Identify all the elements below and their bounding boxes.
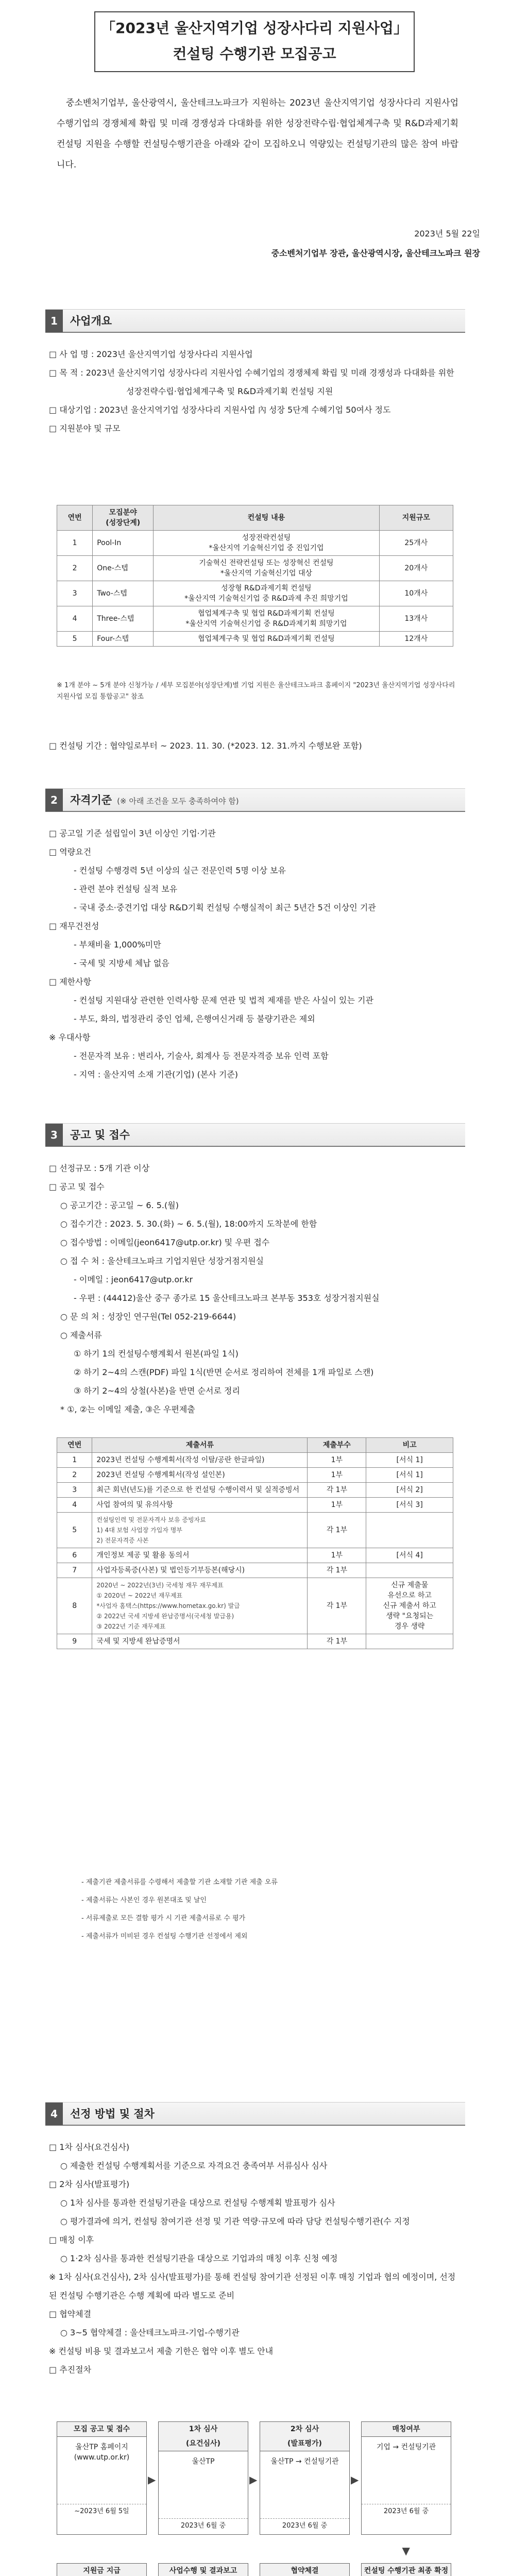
notice-title-box xyxy=(94,11,415,72)
flow-step-date: 2023년 6월 중 xyxy=(362,2504,451,2519)
business-target xyxy=(49,401,461,419)
text-line: ○ 접 수 처 : 울산테크노파크 기업지원단 성장거점지원실 xyxy=(60,1256,264,1266)
text-line: ○ 평가결과에 의거, 컨설팅 참여기관 선정 및 기관 역량·규모에 따라 담당 컨설팅수행기관(수 지정 xyxy=(60,2216,410,2226)
table-cell: 사업 참여의 및 유의사항 xyxy=(92,1498,308,1513)
table-cell: 4 xyxy=(57,606,93,632)
column-header: 모집분야 (성장단계) xyxy=(93,505,154,531)
table-cell: 각 1부 xyxy=(308,1578,366,1634)
section-1-body xyxy=(49,345,461,438)
table-header-row xyxy=(57,1438,453,1453)
table-body xyxy=(57,531,453,647)
text-line: □ 협약체결 xyxy=(49,2309,92,2319)
table-cell: 25개사 xyxy=(379,531,453,556)
table-row xyxy=(57,556,453,581)
table-cell: 협업체계구축 및 협업 R&D과제기획 컨설팅 *울산지역 기술혁신기업 중 R&D과제기획 희망기업 xyxy=(154,606,379,632)
table-cell: 13개사 xyxy=(379,606,453,632)
text-line: - 서류제출로 모든 결함 평가 시 기관 제출서류로 수 평가 xyxy=(81,1914,246,1922)
flow-step-box xyxy=(57,2563,147,2576)
text-line: ※ 우대사항 xyxy=(49,1032,91,1042)
support-field-table xyxy=(57,505,453,647)
section-2-subtitle: (※ 아래 조건을 모두 충족하여야 함) xyxy=(117,796,239,806)
text-line: - 부채비율 1,000%미만 xyxy=(74,940,161,950)
flow-step-body: 울산TP xyxy=(192,2458,215,2466)
table-cell: 2 xyxy=(57,1468,92,1483)
table-cell: [서식 4] xyxy=(366,1548,453,1563)
text-line: ○ 문 의 처 : 성장인 연구원(Tel 052-219-6644) xyxy=(60,1312,236,1321)
table-body xyxy=(57,1453,453,1649)
table-cell: 1 xyxy=(57,531,93,556)
support-table-note: ※ 1개 분야 ~ 5개 분야 신청가능 / 세부 모집분야(성장단계)별 기업 지원은 울산테크노파크 홈페이지 "2023년 울산지역기업 성장사다리 지원사업 모집 통합공고" 참조 xyxy=(57,682,455,701)
table-cell: [서식 2] xyxy=(366,1483,453,1498)
text-line: ① 하기 1의 컨설팅수행계획서 원본(파일 1식) xyxy=(74,1349,239,1359)
table-cell: 4 xyxy=(57,1498,92,1513)
column-header: 제출서류 xyxy=(92,1438,308,1453)
section-3-header xyxy=(45,1123,465,1147)
text-line: - 지역 : 울산지역 소재 기관(기업) (본사 기준) xyxy=(74,1070,239,1079)
section-2-title-text: 자격기준 xyxy=(70,794,112,806)
table-row xyxy=(57,1563,453,1578)
text-line: □ 2차 심사(발표평가) xyxy=(49,2179,130,2189)
table-cell: 9 xyxy=(57,1634,92,1649)
text-line: □ 선정규모 : 5개 기관 이상 xyxy=(49,1163,150,1173)
text-line: - 제출서류는 사본인 경우 원본대조 및 날인 xyxy=(81,1896,207,1904)
text-line: - 국세 및 지방세 체납 없음 xyxy=(74,958,169,968)
flow-step-title: 지원금 지급 xyxy=(57,2564,146,2576)
text-line: □ 매칭 이후 xyxy=(49,2235,94,2245)
notice-title-line1: 「2023년 울산지역기업 성장사다리 지원사업」 xyxy=(101,20,408,37)
table-cell: 20개사 xyxy=(379,556,453,581)
target-label: □ 대상기업 : xyxy=(49,405,97,415)
table-row xyxy=(57,581,453,606)
flow-step-date: ~2023년 6월 5일 xyxy=(57,2504,146,2519)
table-cell: 3 xyxy=(57,581,93,606)
section-4-body xyxy=(49,2138,461,2379)
flow-step-title: 2차 심사 (발표평가) xyxy=(260,2422,349,2451)
table-cell xyxy=(366,1513,453,1548)
table-cell xyxy=(366,1634,453,1649)
flow-arrow-icon: ▶ xyxy=(148,2473,156,2486)
text-line: □ 제한사항 xyxy=(49,977,92,987)
column-header: 컨설팅 내용 xyxy=(154,505,379,531)
section-1-number: 1 xyxy=(45,310,63,332)
table-cell: [서식 1] xyxy=(366,1468,453,1483)
text-line: - 제출기관 제출서류를 수령해서 제출할 기관 소재할 기관 제출 오류 xyxy=(81,1878,278,1886)
table-cell: 1 xyxy=(57,1453,92,1468)
text-line: ○ 제출서류 xyxy=(60,1330,102,1340)
column-header: 연번 xyxy=(57,1438,92,1453)
table-row xyxy=(57,1453,453,1468)
text-line: ○ 접수방법 : 이메일(jeon6417@utp.or.kr) 및 우편 접수 xyxy=(60,1238,270,1247)
text-line: ○ 1·2차 심사를 통과한 컨설팅기관을 대상으로 기업과의 매칭 이후 신청 예정 xyxy=(60,2253,338,2263)
column-header: 연번 xyxy=(57,505,93,531)
section-1-header xyxy=(45,309,465,333)
text-line: ○ 1차 심사를 통과한 컨설팅기관을 대상으로 컨설팅 수행계획 발표평가 심사 xyxy=(60,2198,335,2208)
flow-step-body: 울산TP → 컨설팅기관 xyxy=(270,2458,339,2466)
text-line: ○ 접수기간 : 2023. 5. 30.(화) ~ 6. 5.(월), 18:00까지 도착분에 한함 xyxy=(60,1219,317,1229)
table-cell: 최근 회년(년도)를 기준으로 한 컨설팅 수행이력서 및 실적증빙서 xyxy=(92,1483,308,1498)
table-cell: 2023년 컨설팅 수행계획서(작성 이탈/공란 한글파일) xyxy=(92,1453,308,1468)
text-line: □ 재무건전성 xyxy=(49,921,99,931)
table-cell: 신규 제출물 유선으로 하고 신규 제출서 하고 생략 "요청되는 경우 생략 xyxy=(366,1578,453,1634)
section-2-number: 2 xyxy=(45,789,63,811)
section-4-header xyxy=(45,2102,465,2126)
flow-step-title: 1차 심사 (요건심사) xyxy=(159,2422,248,2451)
table-cell: One-스텝 xyxy=(93,556,154,581)
support-scale-heading: □ 지원분야 및 규모 xyxy=(49,423,121,433)
flow-step-title: 협약체결 xyxy=(260,2564,349,2576)
flow-step-date: 2023년 6월 중 xyxy=(260,2518,349,2533)
table-cell: 5 xyxy=(57,1513,92,1548)
submission-docs-table xyxy=(57,1437,453,1649)
text-line: - 컨설팅 수행경력 5년 이상의 실근 전문인력 5명 이상 보유 xyxy=(74,866,286,875)
table-row xyxy=(57,1468,453,1483)
text-line: □ 공고일 기준 설립일이 3년 이상인 기업·기관 xyxy=(49,828,216,838)
table-cell: 1부 xyxy=(308,1498,366,1513)
text-line: - 전문자격 보유 : 변리사, 기술사, 회계사 등 전문자격증 보유 인력 포함 xyxy=(74,1051,329,1061)
flow-step-body: 기업 → 컨설팅기관 xyxy=(376,2443,436,2451)
table-row xyxy=(57,1498,453,1513)
text-line: ○ 제출한 컨설팅 수행계획서를 기준으로 자격요건 충족여부 서류심사 심사 xyxy=(60,2161,328,2171)
text-line: * ①, ②는 이메일 제출, ③은 우편제출 xyxy=(60,1404,195,1414)
text-line: - 부도, 화의, 법정관리 중인 업체, 은행여신거래 등 불량기관은 제외 xyxy=(74,1014,315,1024)
notice-title-line2: 컨설팅 수행기관 모집공고 xyxy=(173,45,336,62)
table-cell: 5 xyxy=(57,632,93,647)
flow-step-box xyxy=(260,2563,350,2576)
flow-step-box xyxy=(158,2421,248,2535)
text-line: - 관련 분야 컨설팅 실적 보유 xyxy=(74,884,178,894)
table-cell: 개인정보 제공 및 활용 동의서 xyxy=(92,1548,308,1563)
text-line: ○ 3~5 협약체결 : 울산테크노파크-기업-수행기관 xyxy=(60,2328,240,2337)
notice-date: 2023년 5월 22일 xyxy=(414,229,480,239)
text-line: - 컨설팅 지원대상 관련한 인력사항 문제 연관 및 법적 제재를 받은 사실이 있는 기관 xyxy=(74,995,373,1005)
table-header-row xyxy=(57,505,453,531)
table-row xyxy=(57,1513,453,1548)
table-cell xyxy=(366,1563,453,1578)
table-cell: 2020년 ~ 2022년(3년) 국세청 재무 재무제표 ① 2020년 ~ 2022년 재무제표 *사업자 홈택스(https://www.hometax.go.kr) 발급 ② 2022년 국세 지방세 완납증명서(국세청 발급용) ③ 2022년 기준 재무제표 xyxy=(92,1578,308,1634)
table-row xyxy=(57,531,453,556)
column-header: 비고 xyxy=(366,1438,453,1453)
table-row xyxy=(57,1548,453,1563)
flow-step-title: 사업수행 및 결과보고 xyxy=(159,2564,248,2576)
intro-paragraph: 중소벤처기업부, 울산광역시, 울산테크노파크가 지원하는 2023년 울산지역기업 성장사다리 지원사업 수행기업의 경쟁체제 확립 및 미래 경쟁성과 다대화를 위한 성장전략수립·협업체계구축 및 R&D과제기획 컨설팅 지원을 수행할 컨설팅수행기관을 아래와 같이 모집하오니 역량있는 컨설팅기관의 많은 참여 바랍니다. xyxy=(57,98,458,170)
table-cell: 각 1부 xyxy=(308,1483,366,1498)
flow-step-title: 컨설팅 수행기관 최종 확정 xyxy=(362,2564,451,2576)
flow-step-box xyxy=(361,2421,451,2535)
business-purpose xyxy=(49,364,461,401)
text-line: - 제출서류가 미비된 경우 컨설팅 수행기관 선정에서 제외 xyxy=(81,1933,248,1940)
table-cell: [서식 1] xyxy=(366,1453,453,1468)
section-4-title: 선정 방법 및 절차 xyxy=(70,2108,155,2120)
flow-step-title: 모집 공고 및 접수 xyxy=(57,2422,146,2437)
flow-step-date: 2023년 6월 중 xyxy=(159,2518,248,2533)
text-line: □ 추진절차 xyxy=(49,2365,92,2375)
consulting-period: □ 컨설팅 기간 : 협약일로부터 ~ 2023. 11. 30. (*2023. 12. 31.까지 수행보완 포함) xyxy=(49,741,362,751)
flow-arrow-icon: ▶ xyxy=(351,2473,359,2486)
table-cell: 10개사 xyxy=(379,581,453,606)
table-cell: 각 1부 xyxy=(308,1634,366,1649)
table-cell: 3 xyxy=(57,1483,92,1498)
table-cell: Four-스텝 xyxy=(93,632,154,647)
issuing-org: 중소벤처기업부 장관, 울산광역시장, 울산테크노파크 원장 xyxy=(271,248,480,258)
purpose-text: 2023년 울산지역기업 성장사다리 지원사업 수혜기업의 경쟁체제 확립 및 미래 경쟁성과 다대화를 위한 성장전략수립·협업체계구축 및 R&D과제기획 컨설팅 지원 xyxy=(86,368,454,396)
column-header: 지원규모 xyxy=(379,505,453,531)
table-cell: 6 xyxy=(57,1548,92,1563)
table-cell: 성장형 R&D과제기획 컨설팅 *울산지역 기술혁신기업 중 R&D과제 추진 희망기업 xyxy=(154,581,379,606)
section-3-number: 3 xyxy=(45,1124,63,1146)
table-cell: 1부 xyxy=(308,1548,366,1563)
target-text: 2023년 울산지역기업 성장사다리 지원사업 內 성장 5단계 수혜기업 50여사 정도 xyxy=(99,405,391,415)
section-3-title: 공고 및 접수 xyxy=(70,1129,130,1141)
table-cell: 협업체계구축 및 협업 R&D과제기획 컨설팅 xyxy=(154,632,379,647)
text-line: □ 1차 심사(요건심사) xyxy=(49,2142,130,2152)
section-3-body xyxy=(49,1159,461,1419)
section-1-title: 사업개요 xyxy=(70,315,112,327)
table-cell: 7 xyxy=(57,1563,92,1578)
text-line: ○ 공고기간 : 공고일 ~ 6. 5.(월) xyxy=(60,1200,179,1210)
table-row xyxy=(57,1483,453,1498)
table-cell: 12개사 xyxy=(379,632,453,647)
text-line: ③ 하기 2~4의 상철(사본)을 반면 순서로 정리 xyxy=(74,1386,240,1396)
flow-step-box xyxy=(361,2563,451,2576)
table-cell: Pool-In xyxy=(93,531,154,556)
flow-step-title: 매칭여부 xyxy=(362,2422,451,2437)
table-cell: 성장전략컨설팅 *울산지역 기술혁신기업 중 진입기업 xyxy=(154,531,379,556)
table-cell: 컨설팅인력 및 전문자격사 보유 증빙자료 1) 4대 보험 사업장 가입자 명부 2) 전문자격증 사본 xyxy=(92,1513,308,1548)
business-name: □ 사 업 명 : 2023년 울산지역기업 성장사다리 지원사업 xyxy=(49,349,253,359)
submission-notes xyxy=(57,1870,458,1949)
section-2-body xyxy=(49,824,461,1084)
text-line: - 국내 중소·중견기업 대상 R&D기획 컨설팅 수행실적이 최근 5년간 5건 이상인 기관 xyxy=(74,903,376,912)
table-row xyxy=(57,632,453,647)
table-cell: 국세 및 지방세 완납증명서 xyxy=(92,1634,308,1649)
table-cell: 2023년 컨설팅 수행계획서(작성 설인본) xyxy=(92,1468,308,1483)
table-row xyxy=(57,1634,453,1649)
table-cell: 기술혁신 전략컨설팅 또는 성장혁신 컨설팅 *울산지역 기술혁신기업 대상 xyxy=(154,556,379,581)
table-cell: [서식 3] xyxy=(366,1498,453,1513)
text-line: ※ 1차 심사(요건심사), 2차 심사(발표평가)를 통해 컨설팅 참여기관 선정된 이후 매칭 기업과 협의 예정이며, 선정된 컨설팅 수행기관은 수행 계획에 따라 별도로 준비 xyxy=(49,2272,456,2300)
flow-arrow-down-icon: ▼ xyxy=(402,2545,410,2557)
table-cell: Two-스텝 xyxy=(93,581,154,606)
table-cell: 2 xyxy=(57,556,93,581)
section-2-title xyxy=(70,789,239,812)
flow-step-body: 울산TP 홈페이지 (www.utp.or.kr) xyxy=(74,2443,130,2462)
text-line: - 우편 : (44412)울산 중구 종가로 15 울산테크노파크 본부동 353호 성장거점지원실 xyxy=(74,1293,380,1303)
text-line: ※ 컨설팅 비용 및 결과보고서 제출 기한은 협약 이후 별도 안내 xyxy=(49,2346,274,2356)
table-cell: 각 1부 xyxy=(308,1513,366,1548)
table-cell: 1부 xyxy=(308,1468,366,1483)
flow-step-box xyxy=(57,2421,147,2535)
text-line: ② 하기 2~4의 스캔(PDF) 파일 1식(반면 순서로 정리하여 전체를 1개 파일로 스캔) xyxy=(74,1367,374,1377)
section-4-number: 4 xyxy=(45,2103,63,2125)
table-cell: Three-스텝 xyxy=(93,606,154,632)
text-line: - 이메일 : jeon6417@utp.or.kr xyxy=(74,1275,193,1284)
text-line: □ 역량요건 xyxy=(49,847,92,857)
table-row xyxy=(57,1578,453,1634)
flow-step-box xyxy=(158,2563,248,2576)
table-cell: 1부 xyxy=(308,1453,366,1468)
table-cell: 8 xyxy=(57,1578,92,1634)
section-2-header xyxy=(45,788,465,812)
text-line: □ 공고 및 접수 xyxy=(49,1182,105,1192)
purpose-label: □ 목 적 : xyxy=(49,368,83,378)
table-cell: 각 1부 xyxy=(308,1563,366,1578)
table-row xyxy=(57,606,453,632)
table-cell: 사업자등록증(사본) 및 법인등기부등본(해당시) xyxy=(92,1563,308,1578)
column-header: 제출부수 xyxy=(308,1438,366,1453)
flow-arrow-icon: ▶ xyxy=(249,2473,258,2486)
flow-step-box xyxy=(260,2421,350,2535)
